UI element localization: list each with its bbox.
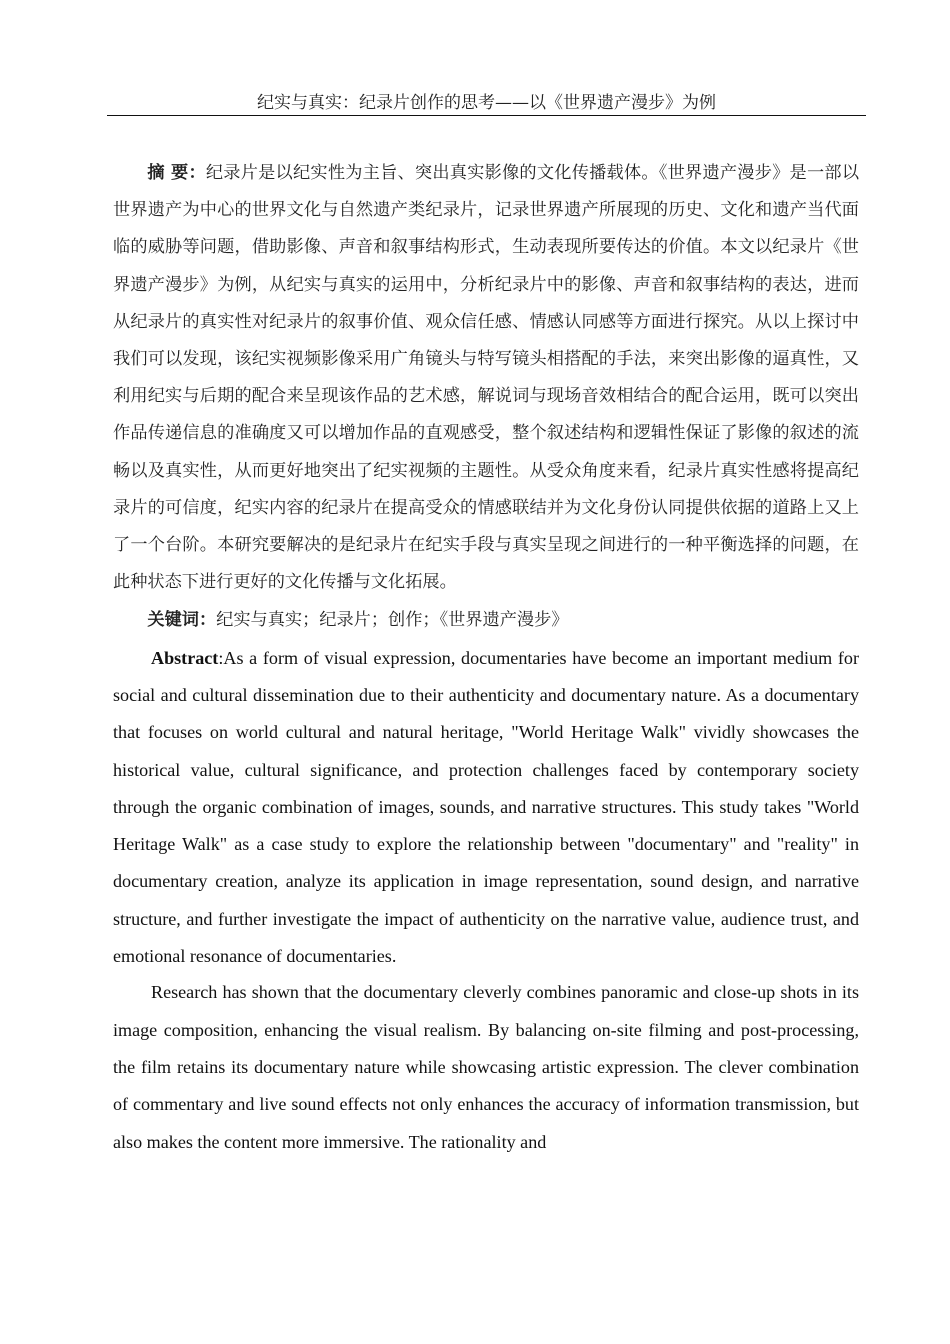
running-header-title: 纪实与真实：纪录片创作的思考——以《世界遗产漫步》为例 xyxy=(257,93,716,113)
english-abstract-paragraph-1 xyxy=(113,640,859,976)
chinese-abstract-label: 摘 要： xyxy=(147,163,206,183)
paper-body xyxy=(113,155,859,1161)
chinese-keywords-label: 关键词： xyxy=(147,610,217,631)
chinese-abstract-text: 纪录片是以纪实性为主旨、突出真实影像的文化传播载体。《世界遗产漫步》是一部以世界遗产为中心的世界文化与自然遗产类纪录片，记录世界遗产所展现的历史、文化和遗产当代面临的威胁等问题，借助影像、声音和叙事结构形式，生动表现所要传达的价值。本文以纪录片《世界遗产漫步》为例，从纪实与真实的运用中，分析纪录片中的影像、声音和叙事结构的表达，进而从纪录片的真实性对纪录片的叙事价值、观众信任感、情感认同感等方面进行探究。从以上探讨中我们可以发现，该纪实视频影像采用广角镜头与特写镜头相搭配的手法，来突出影像的逼真性，又利用纪实与后期的配合来呈现该作品的艺术感，解说词与现场音效相结合的配合运用，既可以突出作品传递信息的准确度又可以增加作品的直观感受，整个叙述结构和逻辑性保证了影像的叙述的流畅以及真实性，从而更好地突出了纪实视频的主题性。从受众角度来看，纪录片真实性感将提高纪录片的可信度，纪实内容的纪录片在提高受众的情感联结并为文化身份认同提供依据的道路上又上了一个台阶。本研究要解决的是纪录片在纪实手段与真实呈现之间进行的一种平衡选择的问题，在此种状态下进行更好的文化传播与文化拓展。 xyxy=(113,163,860,593)
english-abstract-text-2: Research has shown that the documentary cleverly combines panoramic and close-up shots in its image composition, enhancing the visual realism. By balancing on-site filming and post-processing, the film retains its documentary nature while showcasing artistic expression. The clever combination of commentary and live sound effects not only enhances the accuracy of information transmission, but also makes the content more immersive. The rationality and xyxy=(113,982,859,1152)
english-abstract-label: Abstract xyxy=(151,647,219,668)
header-rule xyxy=(107,115,866,116)
chinese-keywords xyxy=(113,602,859,639)
english-abstract-text-1: :As a form of visual expression, documentaries have become an important medium for social and cultural dissemination due to their authenticity and documentary nature. As a documentary that focuses on world cultural and natural heritage, "World Heritage Walk" vividly showcases the historical value, cultural significance, and protection challenges faced by contemporary society through the organic combination of images, sounds, and narrative structures. This study takes "World Heritage Walk" as a case study to explore the relationship between "documentary" and "reality" in documentary creation, analyze its application in image representation, sound design, and narrative structure, and further investigate the impact of authenticity on the narrative value, audience trust, and emotional resonance of documentaries. xyxy=(113,647,859,967)
chinese-keywords-text: 纪实与真实；纪录片；创作；《世界遗产漫步》 xyxy=(216,610,569,631)
english-abstract-paragraph-2 xyxy=(113,974,859,1160)
chinese-abstract xyxy=(113,155,859,601)
